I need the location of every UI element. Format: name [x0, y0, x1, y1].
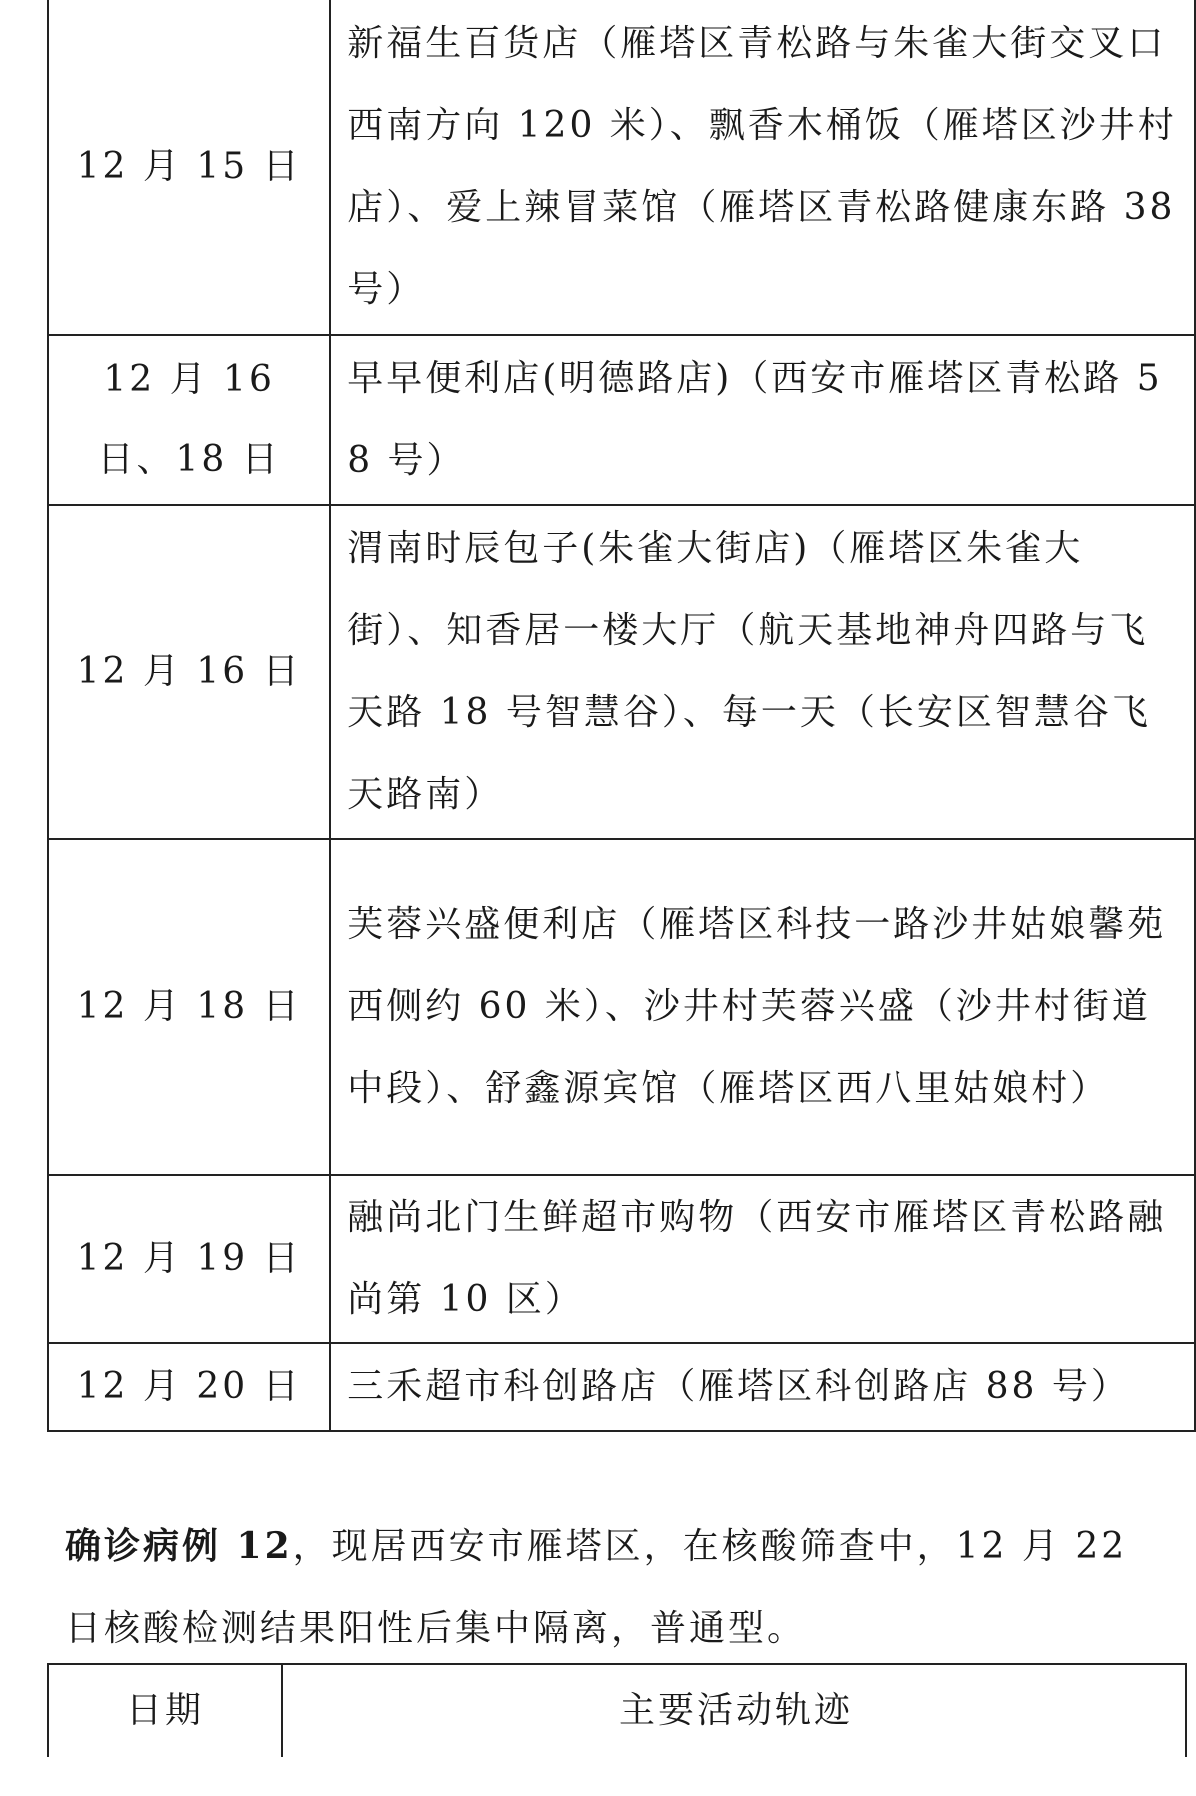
date-cell: 12 月 15 日 [48, 0, 330, 335]
activity-column-header: 主要活动轨迹 [282, 1664, 1186, 1757]
table-row [48, 335, 1195, 505]
table-row [48, 839, 1195, 1175]
case-paragraph [65, 1505, 1145, 1670]
date-cell: 12 月 16 日 [48, 505, 330, 839]
table-row [48, 1175, 1195, 1343]
activity-header-table [47, 1663, 1187, 1757]
activity-cell: 早早便利店(明德路店)（西安市雁塔区青松路 58 号） [330, 335, 1195, 505]
table-header-row [48, 1664, 1186, 1757]
table-row [48, 0, 1195, 335]
activity-cell: 渭南时辰包子(朱雀大街店)（雁塔区朱雀大街）、知香居一楼大厅（航天基地神舟四路与飞天路 18 号智慧谷）、每一天（长安区智慧谷飞天路南） [330, 505, 1195, 839]
case-description: ，现居西安市雁塔区，在核酸筛查中，12 月 22 日核酸检测结果阳性后集中隔离，普通型。 [65, 1526, 1128, 1649]
trajectory-table [47, 0, 1196, 1432]
activity-cell: 新福生百货店（雁塔区青松路与朱雀大街交叉口西南方向 120 米）、飘香木桶饭（雁塔区沙井村店）、爱上辣冒菜馆（雁塔区青松路健康东路 38 号） [330, 0, 1195, 335]
date-column-header: 日期 [48, 1664, 282, 1757]
date-cell: 12 月 20 日 [48, 1343, 330, 1431]
activity-cell: 融尚北门生鲜超市购物（西安市雁塔区青松路融尚第 10 区） [330, 1175, 1195, 1343]
date-cell: 12 月 16 日、18 日 [48, 335, 330, 505]
activity-cell: 三禾超市科创路店（雁塔区科创路店 88 号） [330, 1343, 1195, 1431]
date-cell: 12 月 19 日 [48, 1175, 330, 1343]
table-row [48, 505, 1195, 839]
activity-cell: 芙蓉兴盛便利店（雁塔区科技一路沙井姑娘馨苑西侧约 60 米）、沙井村芙蓉兴盛（沙井村街道中段）、舒鑫源宾馆（雁塔区西八里姑娘村） [330, 839, 1195, 1175]
table-row [48, 1343, 1195, 1431]
case-label: 确诊病例 12 [65, 1525, 293, 1567]
date-cell: 12 月 18 日 [48, 839, 330, 1175]
